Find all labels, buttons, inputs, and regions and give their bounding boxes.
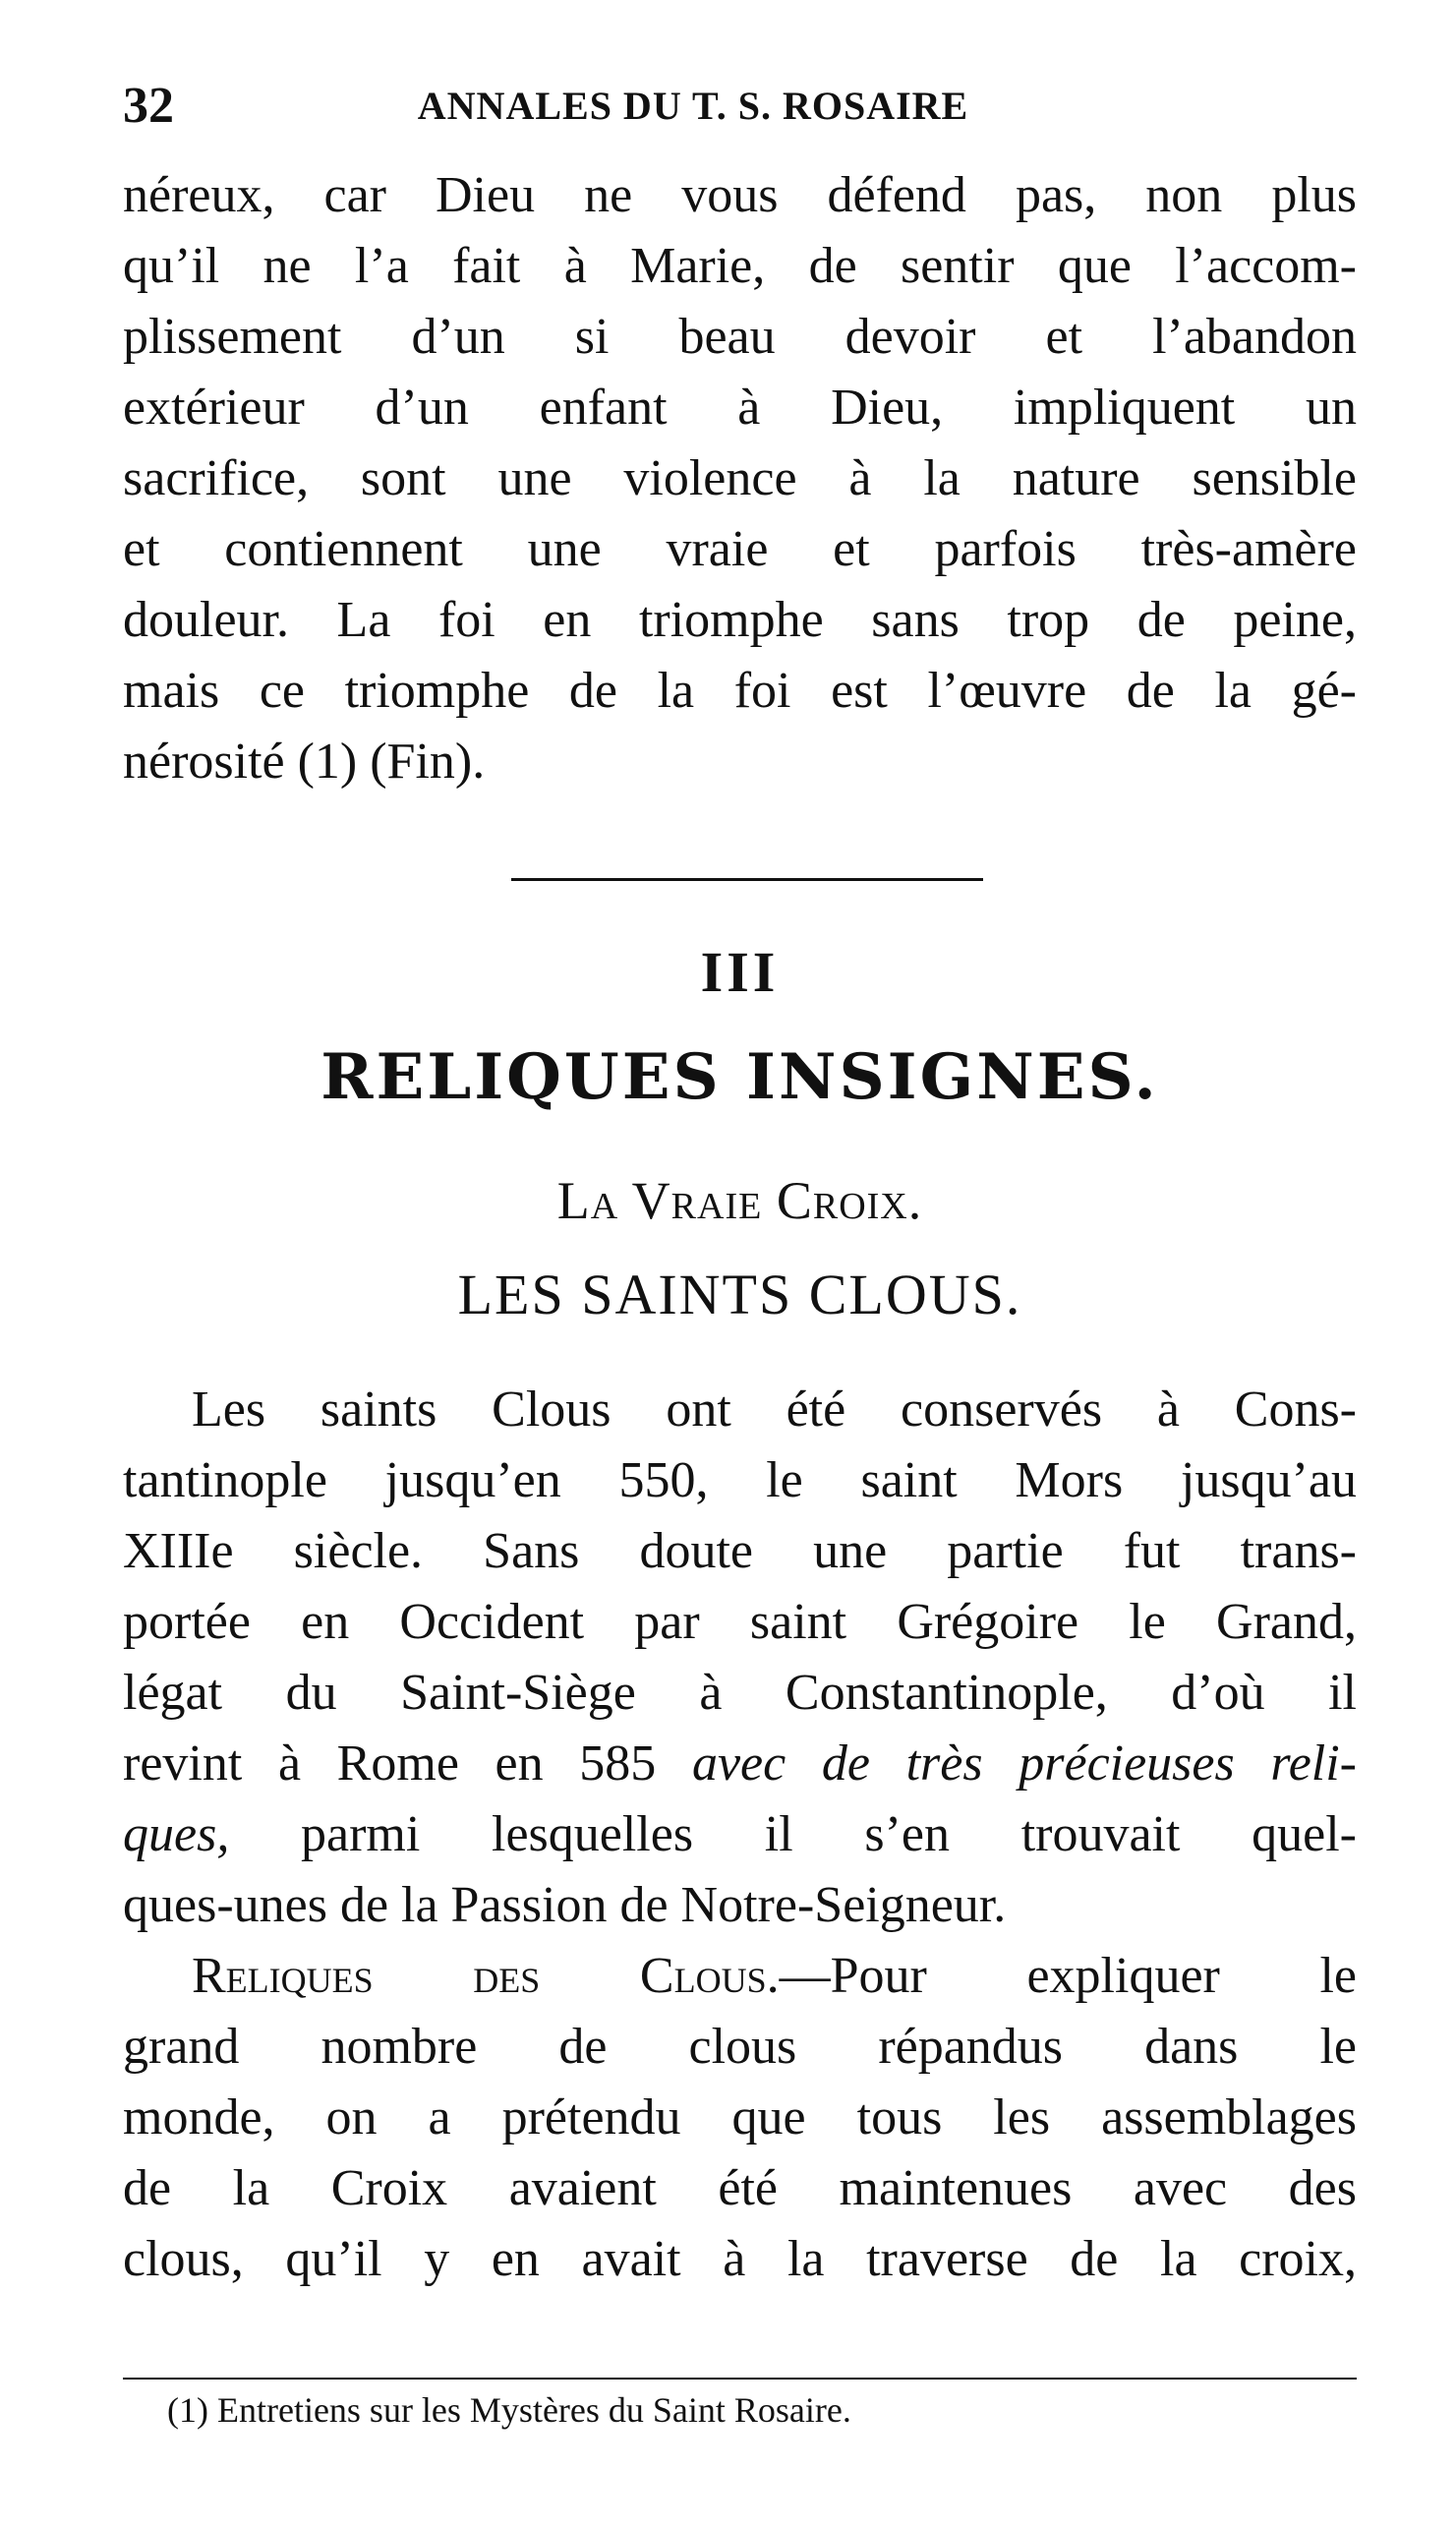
paragraph-1	[123, 160, 1357, 797]
text-line	[123, 1941, 1357, 2012]
text-line	[123, 1799, 1357, 1870]
run-in-heading: Reliques	[192, 1948, 374, 2004]
text-line: de la Croix avaient été maintenues avec des	[123, 2160, 1357, 2216]
section-title: RELIQUES INSIGNES.	[320, 1040, 1159, 1114]
text-line: plissement d’un si beau devoir et l’abandon	[123, 309, 1357, 365]
italic-run: avec de très précieuses reli-	[691, 1735, 1357, 1792]
page-number: 32	[123, 78, 174, 134]
text-line: et contiennent une vraie et parfois très-amère	[123, 521, 1357, 577]
italic-run: ques,	[123, 1806, 230, 1862]
text-line: sacrifice, sont une violence à la nature sensible	[123, 450, 1357, 506]
run-in-heading: Clous.	[639, 1948, 780, 2004]
section-heading: LES SAINTS CLOUS.	[457, 1263, 1022, 1326]
text-run: —Pour expliquer le	[779, 1948, 1357, 2004]
footnote-divider	[123, 2378, 1357, 2380]
section-number: III	[700, 940, 780, 1004]
footnote-text: Entretiens sur les Mystères du Saint Rosaire.	[207, 2390, 851, 2430]
section-divider	[511, 878, 983, 881]
footnote	[167, 2389, 851, 2431]
text-line: qu’il ne l’a fait à Marie, de sentir que l’accom-	[123, 238, 1357, 294]
footnote-marker: (1)	[167, 2390, 208, 2430]
text-line: clous, qu’il y en avait à la traverse de la croix,	[123, 2231, 1357, 2287]
section-subtitle: La Vraie Croix.	[556, 1171, 923, 1230]
text-line: nérosité (1) (Fin).	[123, 734, 486, 790]
page-header	[123, 77, 1357, 146]
running-title: ANNALES DU T. S. ROSAIRE	[417, 84, 969, 128]
text-line: XIIIe siècle. Sans doute une partie fut trans-	[123, 1523, 1357, 1579]
text-line: tantinople jusqu’en 550, le saint Mors jusqu’au	[123, 1452, 1357, 1508]
text-line: monde, on a prétendu que tous les assemblages	[123, 2089, 1357, 2146]
paragraph-2	[123, 1375, 1357, 2295]
text-line: douleur. La foi en triomphe sans trop de peine,	[123, 592, 1357, 648]
text-line: ques-unes de la Passion de Notre-Seigneur.	[123, 1877, 1007, 1933]
text-run: revint à Rome en 585	[123, 1735, 692, 1792]
run-in-heading: des	[373, 1948, 640, 2004]
text-line: néreux, car Dieu ne vous défend pas, non plus	[123, 167, 1357, 223]
text-line	[123, 1729, 1357, 1799]
text-line: extérieur d’un enfant à Dieu, impliquent un	[123, 380, 1357, 436]
text-line: Les saints Clous ont été conservés à Cons-	[192, 1382, 1357, 1438]
text-line: portée en Occident par saint Grégoire le Grand,	[123, 1594, 1357, 1650]
text-line: mais ce triomphe de la foi est l’œuvre de la gé-	[123, 663, 1357, 719]
text-run: parmi lesquelles il s’en trouvait quel-	[229, 1806, 1357, 1862]
text-line: grand nombre de clous répandus dans le	[123, 2019, 1357, 2075]
text-line: légat du Saint-Siège à Constantinople, d’où il	[123, 1665, 1357, 1721]
